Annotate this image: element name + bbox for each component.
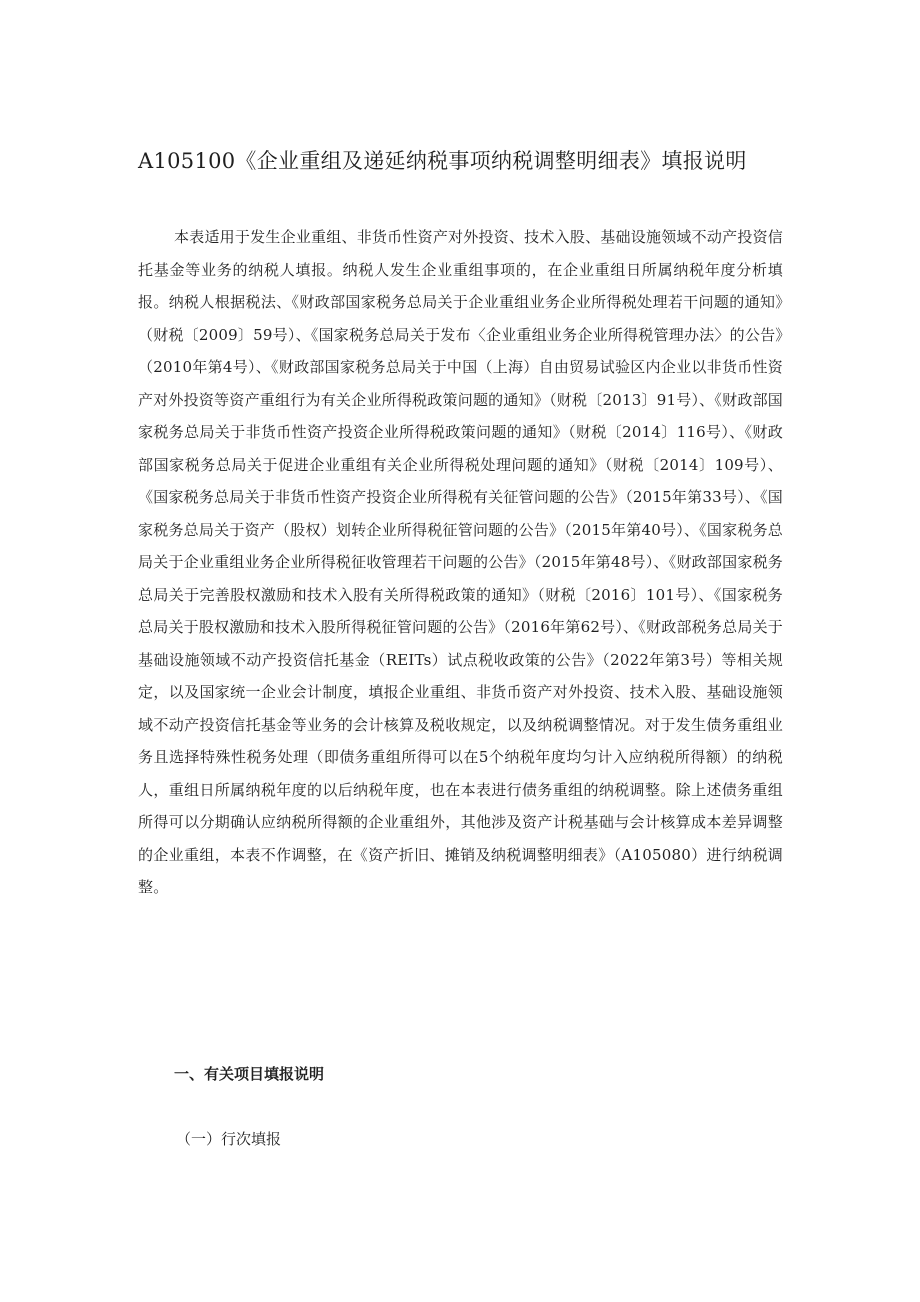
section-heading: 一、有关项目填报说明 [174, 1065, 325, 1083]
document-title: A105100《企业重组及递延纳税事项纳税调整明细表》填报说明 [138, 149, 747, 173]
subsection-heading: （一）行次填报 [176, 1130, 282, 1148]
body-paragraph: 本表适用于发生企业重组、非货币性资产对外投资、技术入股、基础设施领域不动产投资信托基金等业务的纳税人填报。纳税人发生企业重组事项的，在企业重组日所属纳税年度分析填报。纳税人根据税法、《财政部国家税务总局关于企业重组业务企业所得税处理若干问题的通知》（财税〔2009〕59号）、《国家税务总局关于发布〈企业重组业务企业所得税管理办法〉的公告》（2010年第4号）、《财政部国家税务总局关于中国（上海）自由贸易试验区内企业以非货币性资产对外投资等资产重组行为有关企业所得税政策问题的通知》（财税〔2013〕91号）、《财政部国家税务总局关于非货币性资产投资企业所得税政策问题的通知》（财税〔2014〕116号）、《财政部国家税务总局关于促进企业重组有关企业所得税处理问题的通知》（财税〔2014〕109号）、《国家税务总局关于非货币性资产投资企业所得税有关征管问题的公告》（2015年第33号）、《国家税务总局关于资产（股权）划转企业所得税征管问题的公告》（2015年第40号）、《国家税务总局关于企业重组业务企业所得税征收管理若干问题的公告》（2015年第48号）、《财政部国家税务总局关于完善股权激励和技术入股有关所得税政策的通知》（财税〔2016〕101号）、《国家税务总局关于股权激励和技术入股所得税征管问题的公告》（2016年第62号）、《财政部税务总局关于基础设施领域不动产投资信托基金（REITs）试点税收政策的公告》（2022年第3号）等相关规定，以及国家统一企业会计制度，填报企业重组、非货币资产对外投资、技术入股、基础设施领域不动产投资信托基金等业务的会计核算及税收规定，以及纳税调整情况。对于发生债务重组业务且选择特殊性税务处理（即债务重组所得可以在5个纳税年度均匀计入应纳税所得额）的纳税人，重组日所属纳税年度的以后纳税年度，也在本表进行债务重组的纳税调整。除上述债务重组所得可以分期确认应纳税所得额的企业重组外，其他涉及资产计税基础与会计核算成本差异调整的企业重组，本表不作调整，在《资产折旧、摊销及纳税调整明细表》（A105080）进行纳税调整。 [138, 228, 783, 896]
